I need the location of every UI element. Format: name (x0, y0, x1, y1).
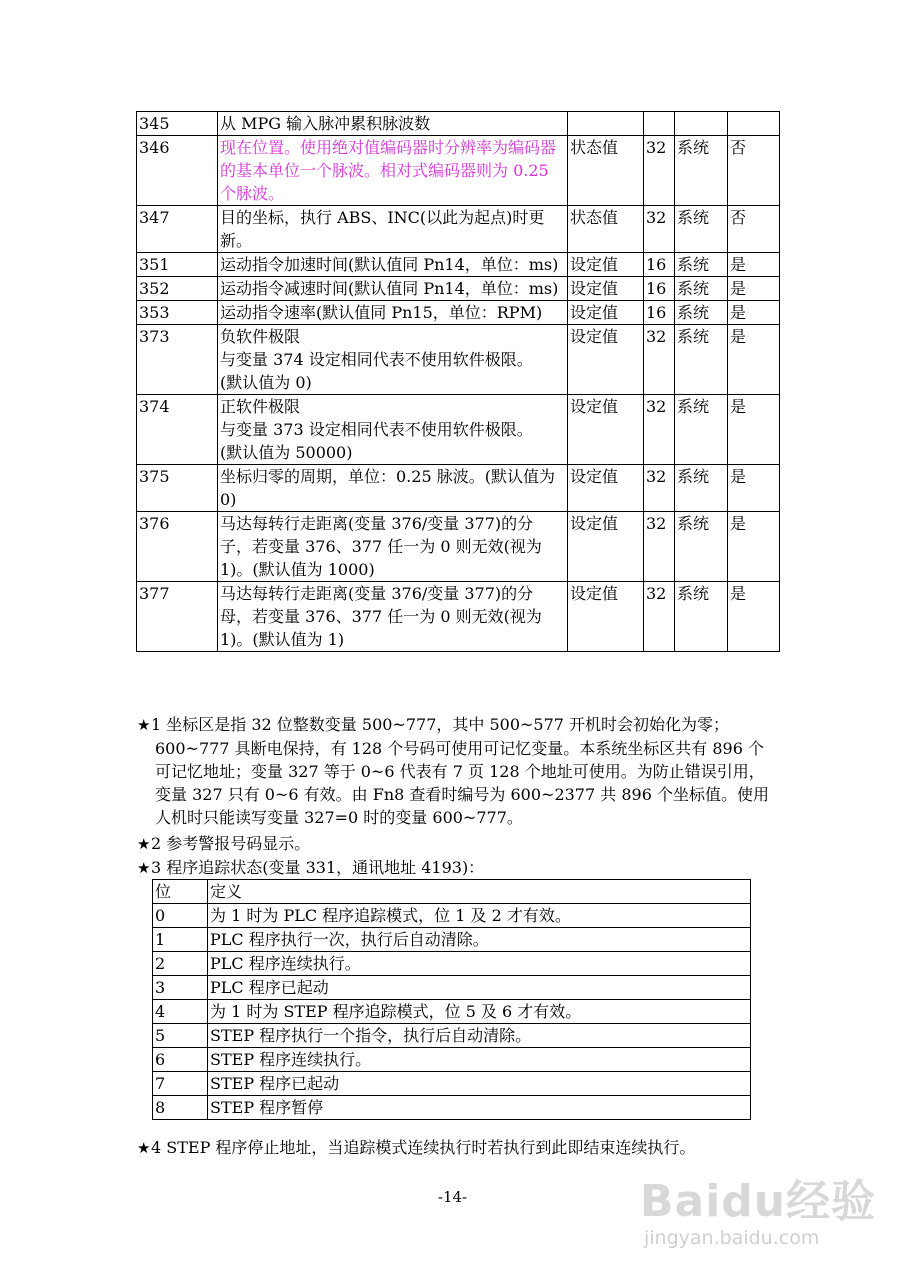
note-4 (137, 1136, 797, 1160)
var-description: 现在位置。使用绝对值编码器时分辨率为编码器的基本单位一个脉波。相对式编码器则为 0.25 个脉波。 (218, 136, 568, 206)
var-number: 375 (137, 465, 218, 512)
bit-number: 3 (153, 976, 208, 1000)
var-retain: 是 (728, 277, 780, 301)
definition-header: 定义 (208, 880, 751, 904)
var-bits: 32 (644, 206, 675, 253)
bit-definition: PLC 程序执行一次，执行后自动清除。 (208, 928, 751, 952)
var-type: 设定值 (568, 325, 644, 395)
note-1-first-line: 1 坐标区是指 32 位整数变量 500~777，其中 500~577 开机时会初始化为零； (151, 715, 730, 734)
var-owner: 系统 (675, 301, 728, 325)
var-description: 运动指令减速时间(默认值同 Pn14，单位：ms) (218, 277, 568, 301)
note-1 (137, 713, 777, 829)
table-row (137, 301, 780, 325)
star-icon: ★ (137, 835, 151, 853)
var-retain (728, 112, 780, 136)
table-row (153, 1072, 751, 1096)
var-description: 运动指令速率(默认值同 Pn15，单位：RPM) (218, 301, 568, 325)
var-number: 373 (137, 325, 218, 395)
var-description: 从 MPG 输入脉冲累积脉波数 (218, 112, 568, 136)
var-description: 运动指令加速时间(默认值同 Pn14，单位：ms) (218, 253, 568, 277)
variable-table (136, 111, 780, 652)
bit-definition: 为 1 时为 STEP 程序追踪模式，位 5 及 6 才有效。 (208, 1000, 751, 1024)
bit-table-header-row (153, 880, 751, 904)
var-retain: 是 (728, 253, 780, 277)
var-retain: 是 (728, 582, 780, 652)
table-row (137, 277, 780, 301)
var-retain: 否 (728, 136, 780, 206)
bit-definition: STEP 程序已起动 (208, 1072, 751, 1096)
bit-definition: PLC 程序连续执行。 (208, 952, 751, 976)
table-row (153, 1000, 751, 1024)
var-type: 设定值 (568, 277, 644, 301)
bit-number: 4 (153, 1000, 208, 1024)
bit-definition: STEP 程序执行一个指令，执行后自动清除。 (208, 1024, 751, 1048)
var-number: 352 (137, 277, 218, 301)
table-row (137, 112, 780, 136)
watermark-logo: Baidu经验 (640, 1176, 877, 1227)
var-number: 351 (137, 253, 218, 277)
table-row (153, 1096, 751, 1120)
bit-number: 7 (153, 1072, 208, 1096)
var-type: 设定值 (568, 301, 644, 325)
var-bits: 32 (644, 395, 675, 465)
var-description: 负软件极限 与变量 374 设定相同代表不使用软件极限。 (默认值为 0) (218, 325, 568, 395)
var-description: 坐标归零的周期，单位：0.25 脉波。(默认值为 0) (218, 465, 568, 512)
bit-number: 1 (153, 928, 208, 952)
bit-number: 6 (153, 1048, 208, 1072)
bit-definition: PLC 程序已起动 (208, 976, 751, 1000)
var-retain: 是 (728, 301, 780, 325)
var-owner: 系统 (675, 395, 728, 465)
var-owner: 系统 (675, 277, 728, 301)
var-number: 346 (137, 136, 218, 206)
var-owner: 系统 (675, 582, 728, 652)
star-icon: ★ (137, 859, 151, 877)
var-bits: 32 (644, 136, 675, 206)
var-type: 设定值 (568, 512, 644, 582)
var-bits: 32 (644, 512, 675, 582)
var-description: 马达每转行走距离(变量 376/变量 377)的分母，若变量 376、377 任一为 0 则无效(视为 1)。(默认值为 1) (218, 582, 568, 652)
var-owner: 系统 (675, 325, 728, 395)
note-3-text: 3 程序追踪状态(变量 331，通讯地址 4193)： (151, 858, 485, 877)
var-number: 347 (137, 206, 218, 253)
note-2 (137, 832, 777, 856)
table-row (137, 253, 780, 277)
var-retain: 否 (728, 206, 780, 253)
var-number: 353 (137, 301, 218, 325)
table-row (153, 1048, 751, 1072)
table-row (153, 904, 751, 928)
var-bits: 32 (644, 465, 675, 512)
var-bits: 32 (644, 582, 675, 652)
var-number: 376 (137, 512, 218, 582)
var-number: 377 (137, 582, 218, 652)
star-icon: ★ (137, 1139, 151, 1157)
var-retain: 是 (728, 395, 780, 465)
bit-definition: STEP 程序暂停 (208, 1096, 751, 1120)
watermark-url: jingyan.baidu.com (644, 1227, 820, 1249)
table-row (137, 136, 780, 206)
bit-number: 2 (153, 952, 208, 976)
var-description: 马达每转行走距离(变量 376/变量 377)的分子，若变量 376、377 任一为 0 则无效(视为 1)。(默认值为 1000) (218, 512, 568, 582)
var-bits: 16 (644, 301, 675, 325)
var-description: 正软件极限 与变量 373 设定相同代表不使用软件极限。 (默认值为 50000) (218, 395, 568, 465)
var-owner: 系统 (675, 465, 728, 512)
table-row (137, 395, 780, 465)
var-bits: 32 (644, 325, 675, 395)
note-4-text: 4 STEP 程序停止地址，当追踪模式连续执行时若执行到此即结束连续执行。 (151, 1138, 696, 1157)
var-owner: 系统 (675, 206, 728, 253)
var-type: 设定值 (568, 582, 644, 652)
var-bits (644, 112, 675, 136)
var-bits: 16 (644, 277, 675, 301)
table-row (137, 206, 780, 253)
bit-header: 位 (153, 880, 208, 904)
var-bits: 16 (644, 253, 675, 277)
bit-definition: 为 1 时为 PLC 程序追踪模式，位 1 及 2 才有效。 (208, 904, 751, 928)
var-retain: 是 (728, 512, 780, 582)
table-row (137, 325, 780, 395)
var-type: 设定值 (568, 395, 644, 465)
var-owner (675, 112, 728, 136)
table-row (137, 582, 780, 652)
bit-number: 0 (153, 904, 208, 928)
var-type: 状态值 (568, 136, 644, 206)
table-row (153, 1024, 751, 1048)
var-owner: 系统 (675, 136, 728, 206)
baidu-watermark (640, 1165, 880, 1265)
note-3 (137, 856, 777, 880)
var-number: 345 (137, 112, 218, 136)
page-number: -14- (437, 1188, 468, 1206)
var-number: 374 (137, 395, 218, 465)
bit-number: 8 (153, 1096, 208, 1120)
var-type: 设定值 (568, 465, 644, 512)
note-2-text: 2 参考警报号码显示。 (151, 834, 311, 853)
bit-number: 5 (153, 1024, 208, 1048)
var-description: 目的坐标，执行 ABS、INC(以此为起点)时更新。 (218, 206, 568, 253)
trace-status-bit-table (152, 879, 751, 1120)
var-retain: 是 (728, 465, 780, 512)
var-type: 状态值 (568, 206, 644, 253)
table-row (137, 512, 780, 582)
star-icon: ★ (137, 716, 151, 734)
bit-definition: STEP 程序连续执行。 (208, 1048, 751, 1072)
table-row (137, 465, 780, 512)
table-row (153, 976, 751, 1000)
note-1-body: 600~777 具断电保持，有 128 个号码可使用可记忆变量。本系统坐标区共有 896 个可记忆地址；变量 327 等于 0~6 代表有 7 页 128 个地址可使用。为防止错误引用，变量 327 只有 0~6 有效。由 Fn8 查看时编号为 600~2377 共 896 个坐标值。使用人机时只能读写变量 327=0 时的变量 600~777。 (155, 739, 769, 827)
table-row (153, 928, 751, 952)
var-owner: 系统 (675, 253, 728, 277)
var-type (568, 112, 644, 136)
var-owner: 系统 (675, 512, 728, 582)
table-row (153, 952, 751, 976)
var-retain: 是 (728, 325, 780, 395)
var-type: 设定值 (568, 253, 644, 277)
